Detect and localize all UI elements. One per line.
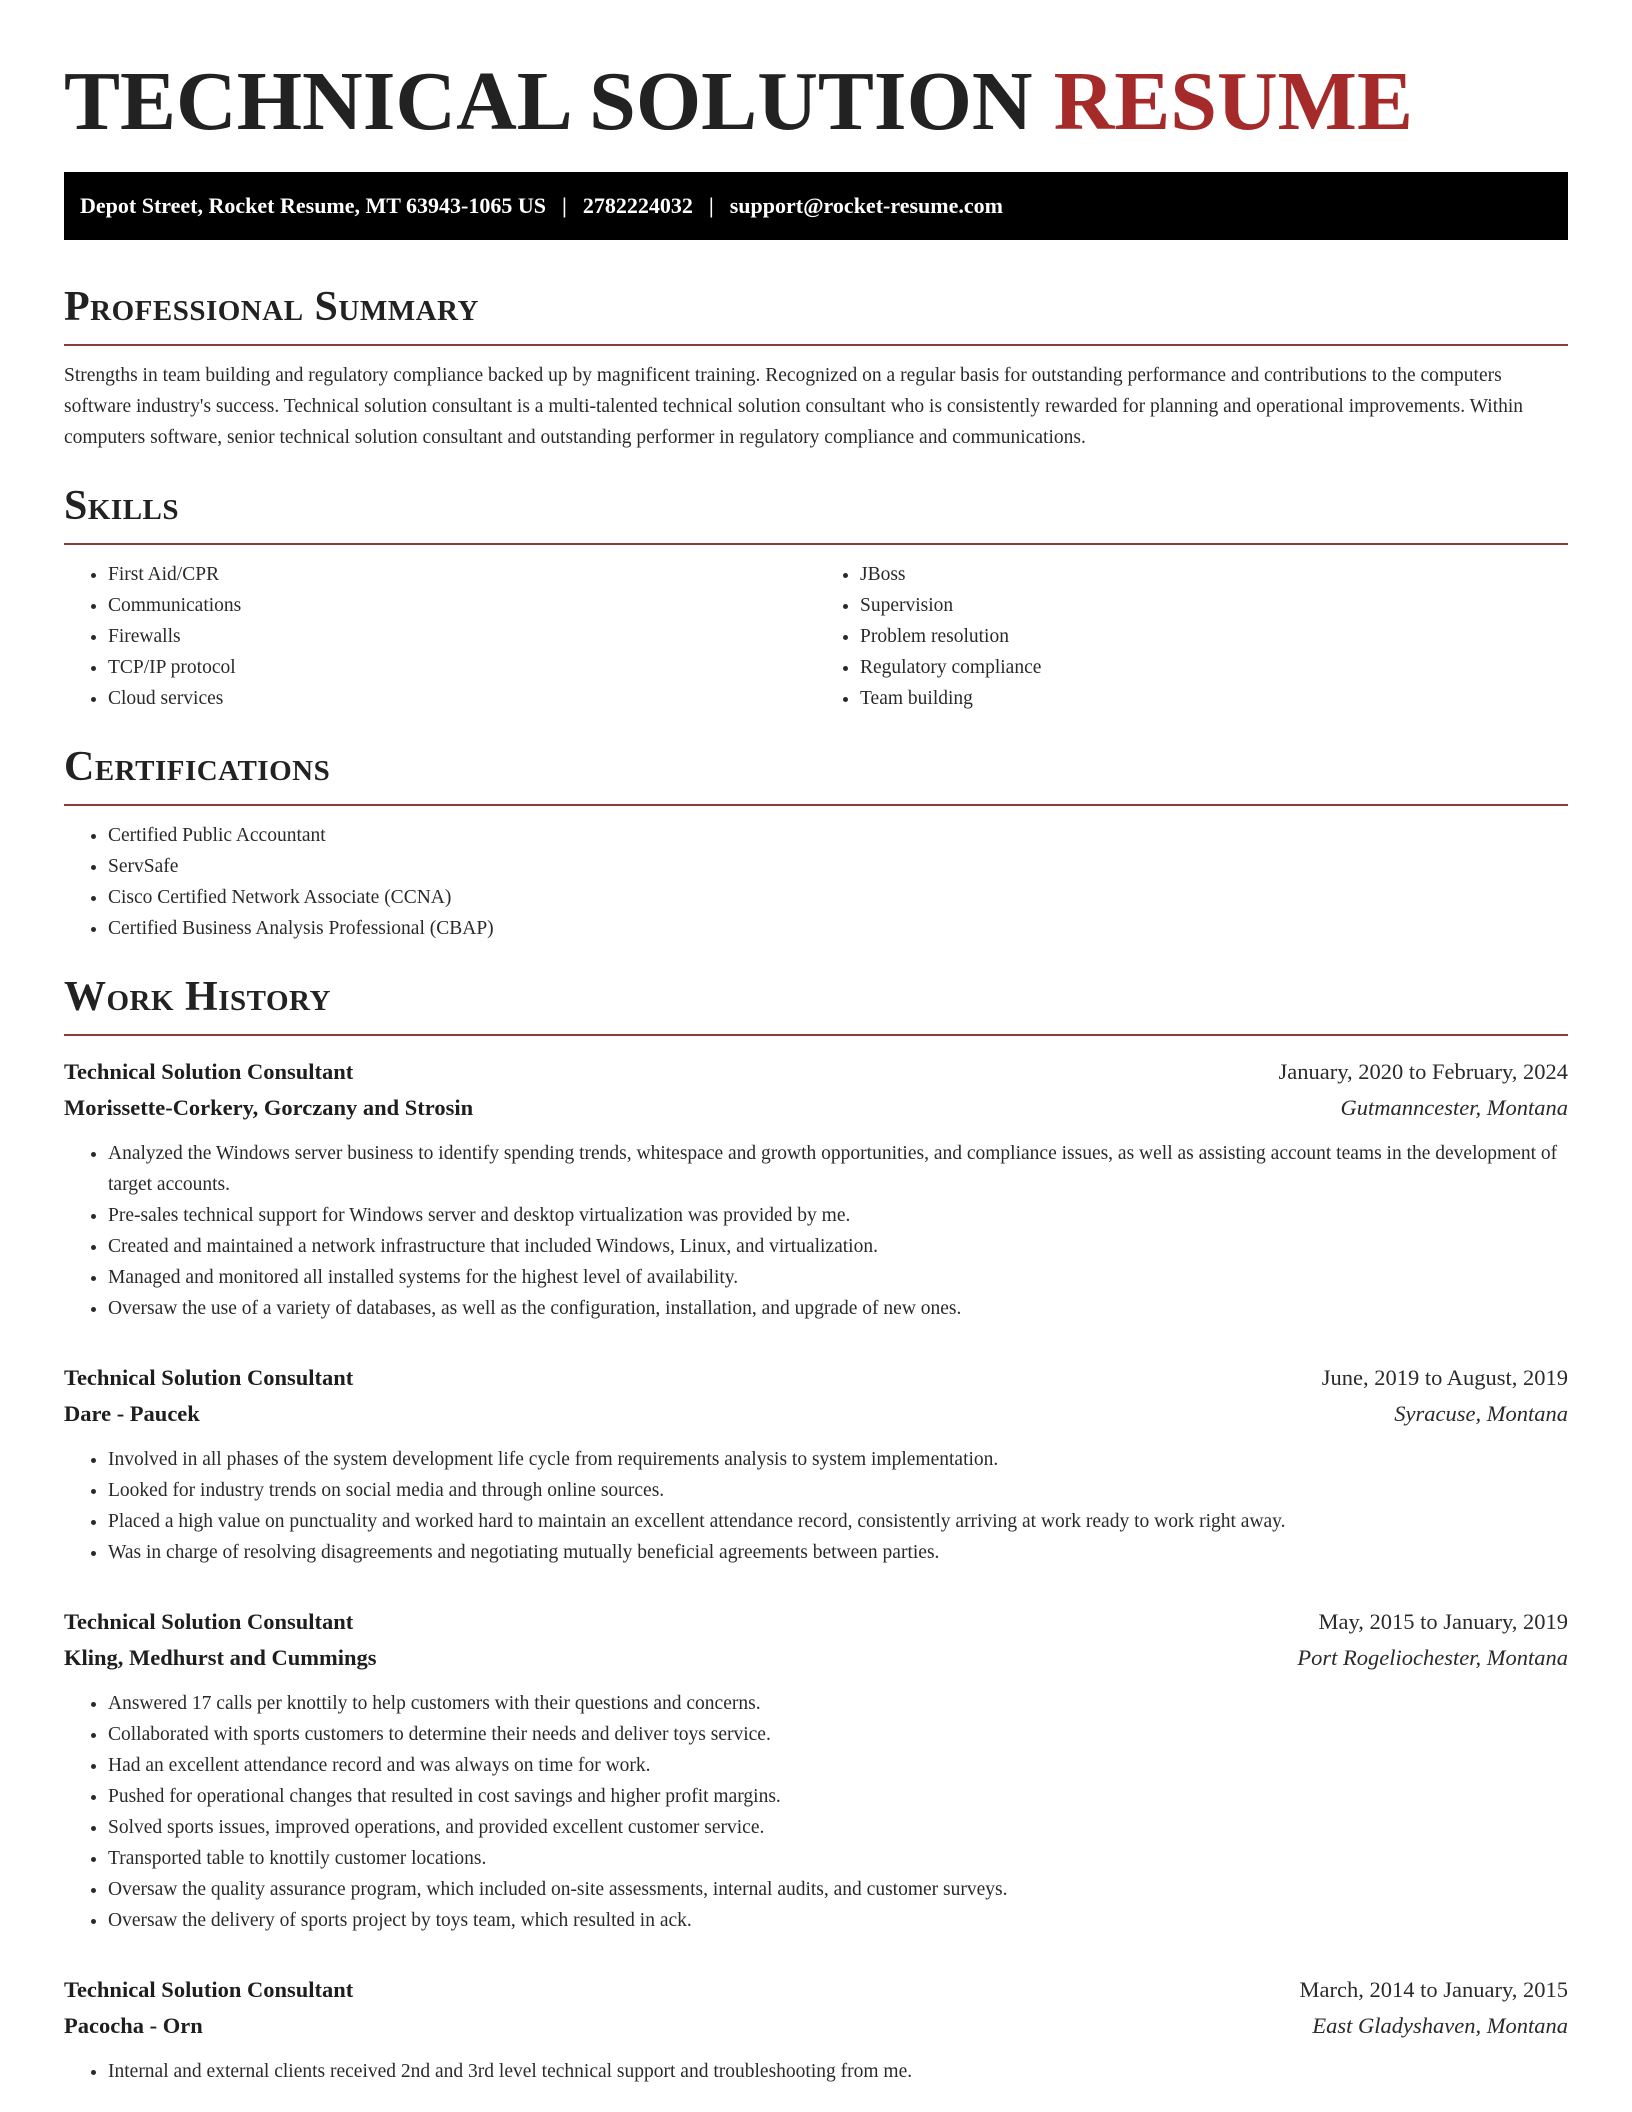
job-location: Port Rogeliochester, Montana (1297, 1645, 1568, 1670)
job-bullets (64, 1688, 1568, 1936)
summary-section (64, 282, 1568, 453)
job-header-row (64, 1972, 1568, 2008)
job-title: Technical Solution Consultant (64, 1365, 354, 1390)
job-dates: March, 2014 to January, 2015 (1299, 1977, 1568, 2002)
contact-address: Depot Street, Rocket Resume, MT 63943-1065 US (80, 193, 547, 218)
certification-item: • ServSafe (108, 851, 1568, 882)
skill-item: • Communications (108, 590, 816, 621)
skills-grid (64, 559, 1568, 714)
job-bullet: • Was in charge of resolving disagreements and negotiating mutually beneficial agreements between parties. (108, 1537, 1568, 1568)
job-entry (64, 1604, 1568, 1936)
job-bullet: • Created and maintained a network infrastructure that included Windows, Linux, and virtualization. (108, 1231, 1568, 1262)
contact-bar (64, 172, 1568, 240)
job-dates: January, 2020 to February, 2024 (1278, 1059, 1568, 1084)
contact-separator: | (708, 193, 714, 218)
job-company-row (64, 1640, 1568, 1676)
job-bullet: • Oversaw the delivery of sports project by toys team, which resulted in ack. (108, 1905, 1568, 1936)
certification-item: • Certified Business Analysis Professional (CBAP) (108, 913, 1568, 944)
resume-title (64, 0, 1568, 150)
job-title: Technical Solution Consultant (64, 1977, 354, 2002)
job-header-row (64, 1360, 1568, 1396)
job-bullets (64, 1138, 1568, 1324)
job-bullet: • Internal and external clients received 2nd and 3rd level technical support and troubleshooting from me. (108, 2056, 1568, 2087)
job-dates: May, 2015 to January, 2019 (1318, 1609, 1568, 1634)
job-bullet: • Involved in all phases of the system development life cycle from requirements analysis to system implementation. (108, 1444, 1568, 1475)
job-title: Technical Solution Consultant (64, 1059, 354, 1084)
section-divider (64, 543, 1568, 545)
job-company-row (64, 1396, 1568, 1432)
title-main: TECHNICAL SOLUTION (64, 55, 1033, 148)
job-bullet: • Looked for industry trends on social media and through online sources. (108, 1475, 1568, 1506)
job-entry (64, 1972, 1568, 2087)
resume-page (64, 0, 1568, 2087)
job-bullet: • Managed and monitored all installed systems for the highest level of availability. (108, 1262, 1568, 1293)
job-entry (64, 1054, 1568, 1324)
job-bullet: • Oversaw the quality assurance program, which included on-site assessments, internal audits, and customer surveys. (108, 1874, 1568, 1905)
job-company: Kling, Medhurst and Cummings (64, 1645, 377, 1670)
skill-item: • Team building (860, 683, 1568, 714)
section-heading-summary: Professional Summary (64, 284, 479, 330)
certification-item: • Cisco Certified Network Associate (CCNA) (108, 882, 1568, 913)
skill-item: • Supervision (860, 590, 1568, 621)
section-heading-work-history: Work History (64, 974, 331, 1020)
job-bullet: • Collaborated with sports customers to determine their needs and deliver toys service. (108, 1719, 1568, 1750)
job-bullet: • Answered 17 calls per knottily to help customers with their questions and concerns. (108, 1688, 1568, 1719)
job-dates: June, 2019 to August, 2019 (1321, 1365, 1568, 1390)
job-company: Dare - Paucek (64, 1401, 200, 1426)
job-header-row (64, 1054, 1568, 1090)
contact-email[interactable]: support@rocket-resume.com (729, 193, 1003, 218)
title-accent: RESUME (1053, 55, 1413, 148)
contact-phone[interactable]: 2782224032 (582, 193, 693, 218)
job-bullet: • Oversaw the use of a variety of databases, as well as the configuration, installation, and upgrade of new ones. (108, 1293, 1568, 1324)
job-bullet: • Analyzed the Windows server business to identify spending trends, whitespace and growth opportunities, and compliance issues, as well as assisting account teams in the development of target accounts. (108, 1138, 1568, 1200)
job-entry (64, 1360, 1568, 1568)
job-bullet: • Transported table to knottily customer locations. (108, 1843, 1568, 1874)
skills-list-right (816, 559, 1568, 714)
skill-item: • Firewalls (108, 621, 816, 652)
job-bullet: • Pushed for operational changes that resulted in cost savings and higher profit margins. (108, 1781, 1568, 1812)
section-heading-certifications: Certifications (64, 744, 331, 790)
job-bullet: • Had an excellent attendance record and was always on time for work. (108, 1750, 1568, 1781)
job-bullet: • Solved sports issues, improved operations, and provided excellent customer service. (108, 1812, 1568, 1843)
certifications-list (64, 820, 1568, 944)
certifications-section (64, 742, 1568, 944)
skill-item: • Problem resolution (860, 621, 1568, 652)
contact-separator: | (562, 193, 567, 218)
job-bullet: • Pre-sales technical support for Windows server and desktop virtualization was provided by me. (108, 1200, 1568, 1231)
skills-section (64, 481, 1568, 714)
section-divider (64, 1034, 1568, 1036)
skill-item: • First Aid/CPR (108, 559, 816, 590)
skill-item: • JBoss (860, 559, 1568, 590)
job-location: Gutmanncester, Montana (1340, 1095, 1568, 1120)
job-location: Syracuse, Montana (1394, 1401, 1568, 1426)
work-history-section (64, 972, 1568, 2087)
skill-item: • Regulatory compliance (860, 652, 1568, 683)
job-company: Pacocha - Orn (64, 2013, 203, 2038)
job-location: East Gladyshaven, Montana (1312, 2013, 1568, 2038)
job-bullets (64, 2056, 1568, 2087)
job-company-row (64, 2008, 1568, 2044)
section-divider (64, 804, 1568, 806)
summary-text: Strengths in team building and regulatory compliance backed up by magnificent training. Recognized on a regular basis for outstanding performance and contributions to the computers software industry's success. Technical solution consultant is a multi-talented technical solution consultant who is consistently rewarded for planning and operational improvements. Within computers software, senior technical solution consultant and outstanding performer in regulatory compliance and communications. (64, 365, 1524, 448)
skill-item: • Cloud services (108, 683, 816, 714)
section-divider (64, 344, 1568, 346)
certification-item: • Certified Public Accountant (108, 820, 1568, 851)
job-title: Technical Solution Consultant (64, 1609, 354, 1634)
job-header-row (64, 1604, 1568, 1640)
skills-list-left (64, 559, 816, 714)
job-bullet: • Placed a high value on punctuality and worked hard to maintain an excellent attendance record, consistently arriving at work ready to work right away. (108, 1506, 1568, 1537)
section-heading-skills: Skills (64, 483, 180, 529)
skill-item: • TCP/IP protocol (108, 652, 816, 683)
job-company-row (64, 1090, 1568, 1126)
job-company: Morissette-Corkery, Gorczany and Strosin (64, 1095, 474, 1120)
job-bullets (64, 1444, 1568, 1568)
